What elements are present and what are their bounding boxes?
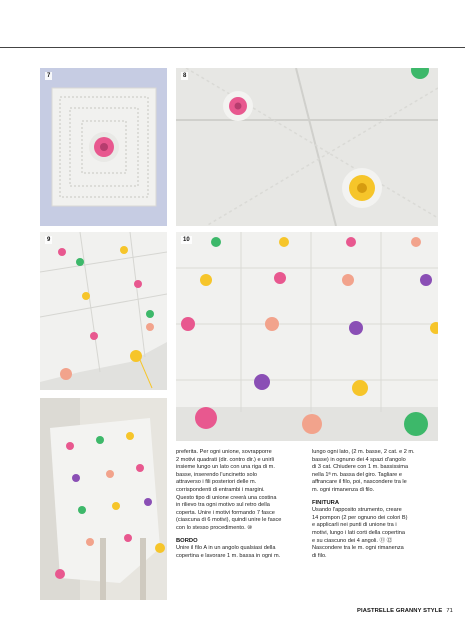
bordo-paragraph: Unire il filo A in un angolo qualsiasi della copertina e lavorare 1 m. bassa in ogni m.: [176, 545, 281, 559]
text-column-2: [312, 449, 442, 560]
bordo-heading: BORDO: [176, 537, 198, 544]
photo-9-label: 9: [47, 237, 51, 243]
page-footer: [357, 608, 453, 614]
page-number: 71: [446, 608, 453, 614]
finitura-paragraph: Usando l'apposito strumento, creare 14 pompon (2 per ognuno dei colori B) e applicarli nei punti di unione tra i motivi, lungo i lati corti della copertina e su ciascuno dei 4 angoli. ⑪ ⑫ Nascondere tra le m. ogni rimanenza di filo.: [312, 507, 408, 559]
photo-8-label: 8: [183, 73, 187, 79]
photo-7-label: 7: [47, 73, 51, 79]
bordo-continued-paragraph: lungo ogni lato, (2 m. basse, 2 cat. e 2 m. basse) in ognuno dei 4 spazi d'angolo di 3 cat. Chiudere con 1 m. bassissima nella 1ª m. bassa del giro. Tagliare e affrancare il filo, poi, nascondere tra le m. ogni rimanenza di filo.: [312, 449, 415, 493]
top-rule: [0, 47, 465, 48]
photo-9-blanket-pompoms: [40, 232, 167, 390]
photo-10-label: 10: [183, 237, 190, 243]
photo-7-granny-square: [40, 68, 167, 226]
photo-8-closeup: [176, 68, 438, 226]
photo-10-blanket-flat: [176, 232, 438, 441]
photo-11-blanket-chair: [40, 398, 167, 600]
text-column-1: [176, 449, 306, 560]
footer-title: PIASTRELLE GRANNY STYLE: [357, 608, 443, 614]
intro-paragraph: preferita. Per ogni unione, sovrapporre 2 motivi quadrati (dir. contro dir.) e unirli insieme lungo un lato con una riga di m. basse, inserendo l'uncinetto solo attraverso i fili posteriori delle m. corrispondenti di entrambi i margini. Questo tipo di unione creerà una costina in rilievo tra ogni motivo sul retro della coperta. Unire i motivi formando 7 fasce (ciascuna di 6 motivi), quindi unire le fasce con lo stesso procedimento. ⑩: [176, 449, 282, 531]
finitura-heading: FINITURA: [312, 499, 340, 506]
